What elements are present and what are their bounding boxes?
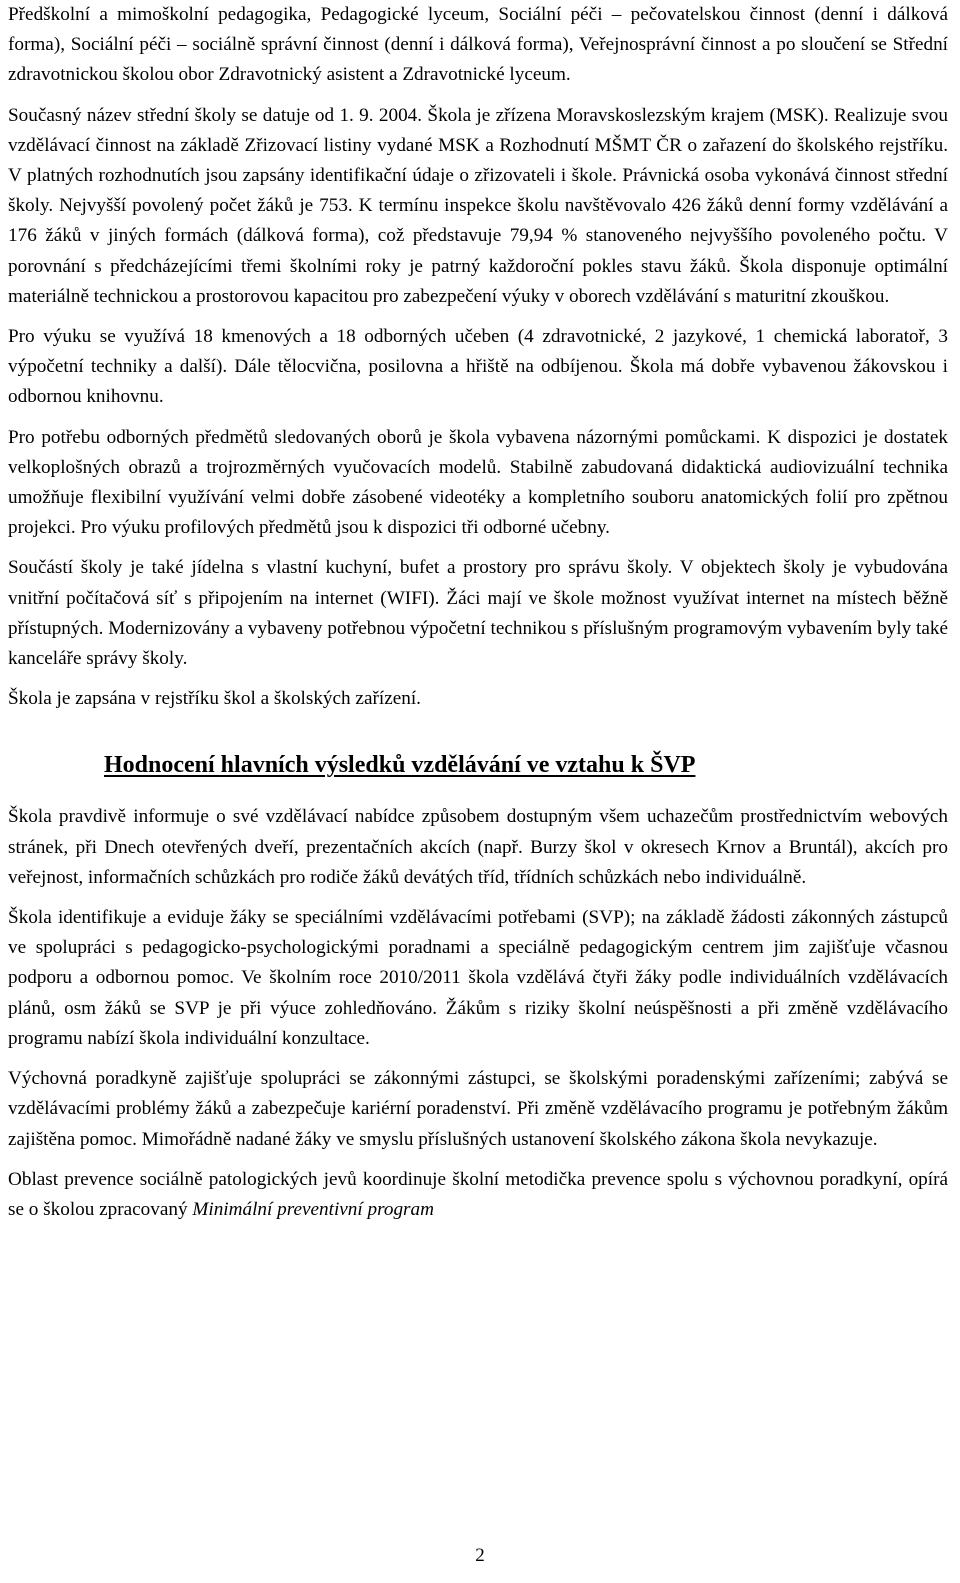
page-number: 2 [475, 1545, 485, 1566]
paragraph-teaching-aids: Pro potřebu odborných předmětů sledovaných oborů je škola vybavena názornými pomůckami. K dispozici je dostatek velkoplošných obrazů a trojrozměrných vyučovacích modelů. Stabilně zabudovaná didaktická audiovizuální technika umožňuje flexibilní využívání velmi dobře zásobené videotéky a kompletního souboru anatomických folií pro zpětnou projekci. Pro výuku profilových předmětů jsou k dispozici tři odborné učebny. [8, 426, 948, 539]
paragraph-facilities: Součástí školy je také jídelna s vlastní kuchyní, bufet a prostory pro správu školy. V objektech školy je vybudována vnitřní počítačová síť s připojením na internet (WIFI). Žáci mají ve škole možnost využívat internet na místech běžně přístupných. Modernizovány a vybaveny potřebnou výpočetní technikou s příslušným programovým vybavením byly také kanceláře správy školy. [8, 557, 948, 670]
paragraph-prevention-italic: Minimální preventivní program [192, 1198, 434, 1220]
paragraph-counselor: Výchovná poradkyně zajišťuje spolupráci se zákonnými zástupci, se školskými poradenskými zařízeními; zabývá se vzdělávacími problémy žáků a zabezpečuje kariérní poradenství. Při změně vzdělávacího programu je potřebným žákům zajištěna pomoc. Mimořádně nadané žáky ve smyslu příslušných ustanovení školského zákona škola nevykazuje. [8, 1068, 948, 1150]
paragraph-school-information: Škola pravdivě informuje o své vzdělávací nabídce způsobem dostupným všem uchazečům prostřednictvím webových stránek, při Dnech otevřených dveří, prezentačních akcích (např. Burzy škol v okresech Krnov a Bruntál), akcích pro veřejnost, informačních schůzkách pro rodiče žáků devátých tříd, třídních schůzkách nebo individuálně. [8, 806, 948, 888]
paragraph-school-status: Současný název střední školy se datuje od 1. 9. 2004. Škola je zřízena Moravskoslezským krajem (MSK). Realizuje svou vzdělávací činnost na základě Zřizovací listiny vydané MSK a Rozhodnutí MŠMT ČR o zařazení do školského rejstříku. V platných rozhodnutích jsou zapsány identifikační údaje o zřizovateli i škole. Právnická osoba vykonává činnost střední školy. Nejvyšší povolený počet žáků je 753. K termínu inspekce školu navštěvovalo 426 žáků denní formy vzdělávání a 176 žáků v jiných formách (dálková forma), což představuje 79,94 % stanoveného nejvyššího povoleného počtu. V porovnání s předcházejícími třemi školními roky je patrný každoroční pokles stavu žáků. Škola disponuje optimální materiálně technickou a prostorovou kapacitou pro zabezpečení výuky v oborech vzdělávání s maturitní zkouškou. [8, 104, 948, 307]
paragraph-prevention [8, 1165, 948, 1225]
paragraph-prevention-text: Oblast prevence sociálně patologických jevů koordinuje školní metodička prevence spolu s výchovnou poradkyní, opírá se o školou zpracovaný [8, 1168, 948, 1220]
document-page [8, 0, 948, 1235]
paragraph-special-needs: Škola identifikuje a eviduje žáky se speciálními vzdělávacími potřebami (SVP); na základě žádosti zákonných zástupců ve spolupráci s pedagogicko-psychologickými poradnami a speciálně pedagogickým centrem jim zajišťuje včasnou podporu a odbornou pomoc. Ve školním roce 2010/2011 škola vzdělává čtyři žáky podle individuálních vzdělávacích plánů, osm žáků se SVP je při výuce zohledňováno. Žákům s riziky školní neúspěšnosti a při změně vzdělávacího programu nabízí škola individuální konzultace. [8, 907, 948, 1049]
paragraph-classrooms: Pro výuku se využívá 18 kmenových a 18 odborných učeben (4 zdravotnické, 2 jazykové, 1 chemická laboratoř, 3 výpočetní techniky a další). Dále tělocvična, posilovna a hřiště na odbíjenou. Škola má dobře vybavenou žákovskou i odbornou knihovnu. [8, 326, 948, 408]
paragraph-registry: Škola je zapsána v rejstříku škol a školských zařízení. [8, 688, 421, 710]
section-heading: Hodnocení hlavních výsledků vzdělávání ve vztahu k ŠVP [104, 752, 696, 779]
paragraph-school-programs: Předškolní a mimoškolní pedagogika, Pedagogické lyceum, Sociální péči – pečovatelskou činnost (denní i dálková forma), Sociální péči – sociálně správní činnost (denní i dálková forma), Veřejnosprávní činnost a po sloučení se Střední zdravotnickou školou obor Zdravotnický asistent a Zdravotnické lyceum. [8, 4, 948, 86]
